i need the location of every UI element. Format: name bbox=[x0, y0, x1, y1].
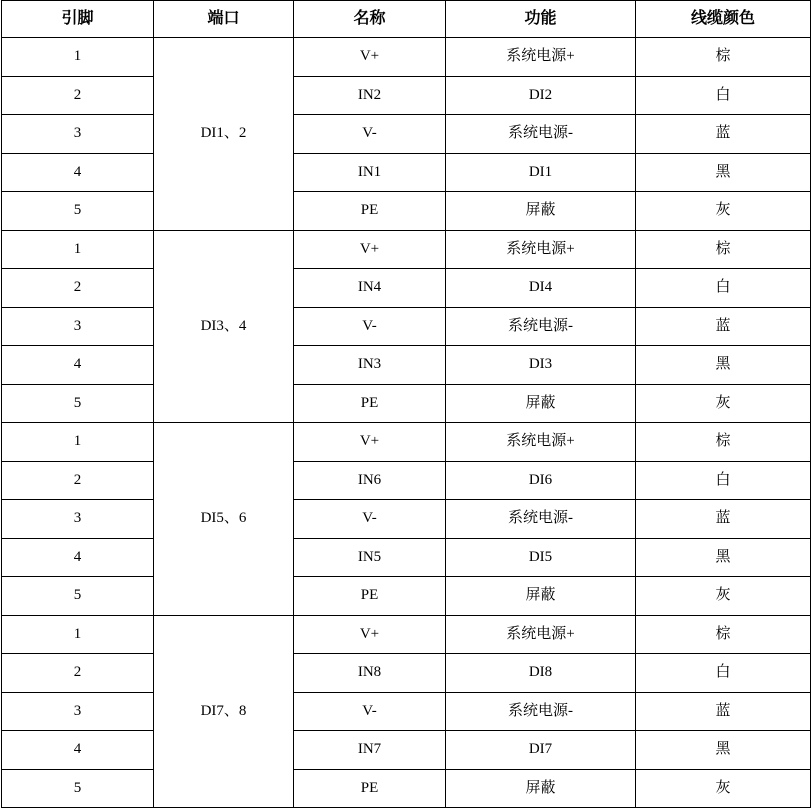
cell-name: IN7 bbox=[294, 731, 446, 770]
cell-function: 系统电源+ bbox=[446, 38, 636, 77]
cell-pin: 1 bbox=[2, 423, 154, 462]
cell-name: IN8 bbox=[294, 654, 446, 693]
cell-function: DI2 bbox=[446, 76, 636, 115]
cell-pin: 2 bbox=[2, 654, 154, 693]
table-body bbox=[2, 38, 811, 808]
cell-name: PE bbox=[294, 384, 446, 423]
cell-cable-color: 灰 bbox=[636, 384, 811, 423]
table-row bbox=[2, 38, 811, 77]
cell-function: DI7 bbox=[446, 731, 636, 770]
cell-pin: 3 bbox=[2, 500, 154, 539]
cell-pin: 4 bbox=[2, 731, 154, 770]
cell-function: DI6 bbox=[446, 461, 636, 500]
cell-cable-color: 蓝 bbox=[636, 500, 811, 539]
cell-port: DI5、6 bbox=[154, 423, 294, 616]
cell-name: V+ bbox=[294, 423, 446, 462]
cell-cable-color: 黑 bbox=[636, 153, 811, 192]
cell-function: 系统电源+ bbox=[446, 423, 636, 462]
cell-name: IN1 bbox=[294, 153, 446, 192]
column-header-port: 端口 bbox=[154, 1, 294, 38]
cell-function: 系统电源+ bbox=[446, 230, 636, 269]
cell-function: 系统电源- bbox=[446, 500, 636, 539]
cell-cable-color: 蓝 bbox=[636, 692, 811, 731]
cell-pin: 2 bbox=[2, 269, 154, 308]
cell-name: IN5 bbox=[294, 538, 446, 577]
cell-function: 系统电源- bbox=[446, 307, 636, 346]
cell-port: DI1、2 bbox=[154, 38, 294, 231]
table-header bbox=[2, 1, 811, 38]
cell-pin: 1 bbox=[2, 615, 154, 654]
cell-function: 系统电源- bbox=[446, 692, 636, 731]
cell-cable-color: 黑 bbox=[636, 731, 811, 770]
cell-name: V- bbox=[294, 115, 446, 154]
cell-cable-color: 白 bbox=[636, 76, 811, 115]
table-row bbox=[2, 269, 811, 308]
cell-cable-color: 灰 bbox=[636, 577, 811, 616]
table-row bbox=[2, 192, 811, 231]
column-header-function: 功能 bbox=[446, 1, 636, 38]
cell-pin: 3 bbox=[2, 692, 154, 731]
cell-pin: 2 bbox=[2, 76, 154, 115]
table-header-row bbox=[2, 1, 811, 38]
cell-name: PE bbox=[294, 192, 446, 231]
cell-cable-color: 黑 bbox=[636, 538, 811, 577]
cell-pin: 1 bbox=[2, 230, 154, 269]
table-row bbox=[2, 346, 811, 385]
cell-function: DI1 bbox=[446, 153, 636, 192]
table-row bbox=[2, 307, 811, 346]
column-header-name: 名称 bbox=[294, 1, 446, 38]
cell-function: 屏蔽 bbox=[446, 577, 636, 616]
cell-name: IN6 bbox=[294, 461, 446, 500]
cell-cable-color: 蓝 bbox=[636, 115, 811, 154]
cell-cable-color: 棕 bbox=[636, 423, 811, 462]
cell-cable-color: 棕 bbox=[636, 38, 811, 77]
cell-cable-color: 棕 bbox=[636, 615, 811, 654]
cell-name: V- bbox=[294, 692, 446, 731]
cell-pin: 4 bbox=[2, 346, 154, 385]
cell-name: PE bbox=[294, 577, 446, 616]
cell-port: DI3、4 bbox=[154, 230, 294, 423]
table-row bbox=[2, 461, 811, 500]
cell-pin: 3 bbox=[2, 115, 154, 154]
table-row bbox=[2, 654, 811, 693]
table-row bbox=[2, 692, 811, 731]
cell-cable-color: 灰 bbox=[636, 192, 811, 231]
cell-name: V+ bbox=[294, 615, 446, 654]
cell-pin: 3 bbox=[2, 307, 154, 346]
cell-cable-color: 灰 bbox=[636, 769, 811, 808]
cell-cable-color: 蓝 bbox=[636, 307, 811, 346]
cell-function: DI4 bbox=[446, 269, 636, 308]
table-row bbox=[2, 423, 811, 462]
cell-cable-color: 白 bbox=[636, 461, 811, 500]
table-row bbox=[2, 153, 811, 192]
cell-function: DI3 bbox=[446, 346, 636, 385]
cell-pin: 5 bbox=[2, 192, 154, 231]
cell-name: IN2 bbox=[294, 76, 446, 115]
column-header-pin: 引脚 bbox=[2, 1, 154, 38]
table-row bbox=[2, 538, 811, 577]
cell-function: 系统电源+ bbox=[446, 615, 636, 654]
cell-name: V- bbox=[294, 500, 446, 539]
cell-cable-color: 白 bbox=[636, 269, 811, 308]
column-header-cable-color: 线缆颜色 bbox=[636, 1, 811, 38]
cell-function: 系统电源- bbox=[446, 115, 636, 154]
table-row bbox=[2, 500, 811, 539]
cell-pin: 5 bbox=[2, 769, 154, 808]
cell-function: DI8 bbox=[446, 654, 636, 693]
table-row bbox=[2, 230, 811, 269]
cell-pin: 5 bbox=[2, 384, 154, 423]
cell-port: DI7、8 bbox=[154, 615, 294, 808]
cell-name: V- bbox=[294, 307, 446, 346]
table-row bbox=[2, 577, 811, 616]
cell-pin: 2 bbox=[2, 461, 154, 500]
cell-function: 屏蔽 bbox=[446, 384, 636, 423]
cell-pin: 5 bbox=[2, 577, 154, 616]
cell-name: PE bbox=[294, 769, 446, 808]
table-row bbox=[2, 731, 811, 770]
table-row bbox=[2, 384, 811, 423]
cell-cable-color: 黑 bbox=[636, 346, 811, 385]
cell-function: 屏蔽 bbox=[446, 769, 636, 808]
cell-cable-color: 棕 bbox=[636, 230, 811, 269]
cell-name: V+ bbox=[294, 38, 446, 77]
table-row bbox=[2, 115, 811, 154]
table-row bbox=[2, 769, 811, 808]
cell-name: IN3 bbox=[294, 346, 446, 385]
cell-name: V+ bbox=[294, 230, 446, 269]
table-row bbox=[2, 615, 811, 654]
cell-function: DI5 bbox=[446, 538, 636, 577]
cell-function: 屏蔽 bbox=[446, 192, 636, 231]
cell-cable-color: 白 bbox=[636, 654, 811, 693]
cell-pin: 1 bbox=[2, 38, 154, 77]
cell-pin: 4 bbox=[2, 538, 154, 577]
table-row bbox=[2, 76, 811, 115]
cell-name: IN4 bbox=[294, 269, 446, 308]
pin-assignment-table bbox=[1, 0, 811, 808]
cell-pin: 4 bbox=[2, 153, 154, 192]
